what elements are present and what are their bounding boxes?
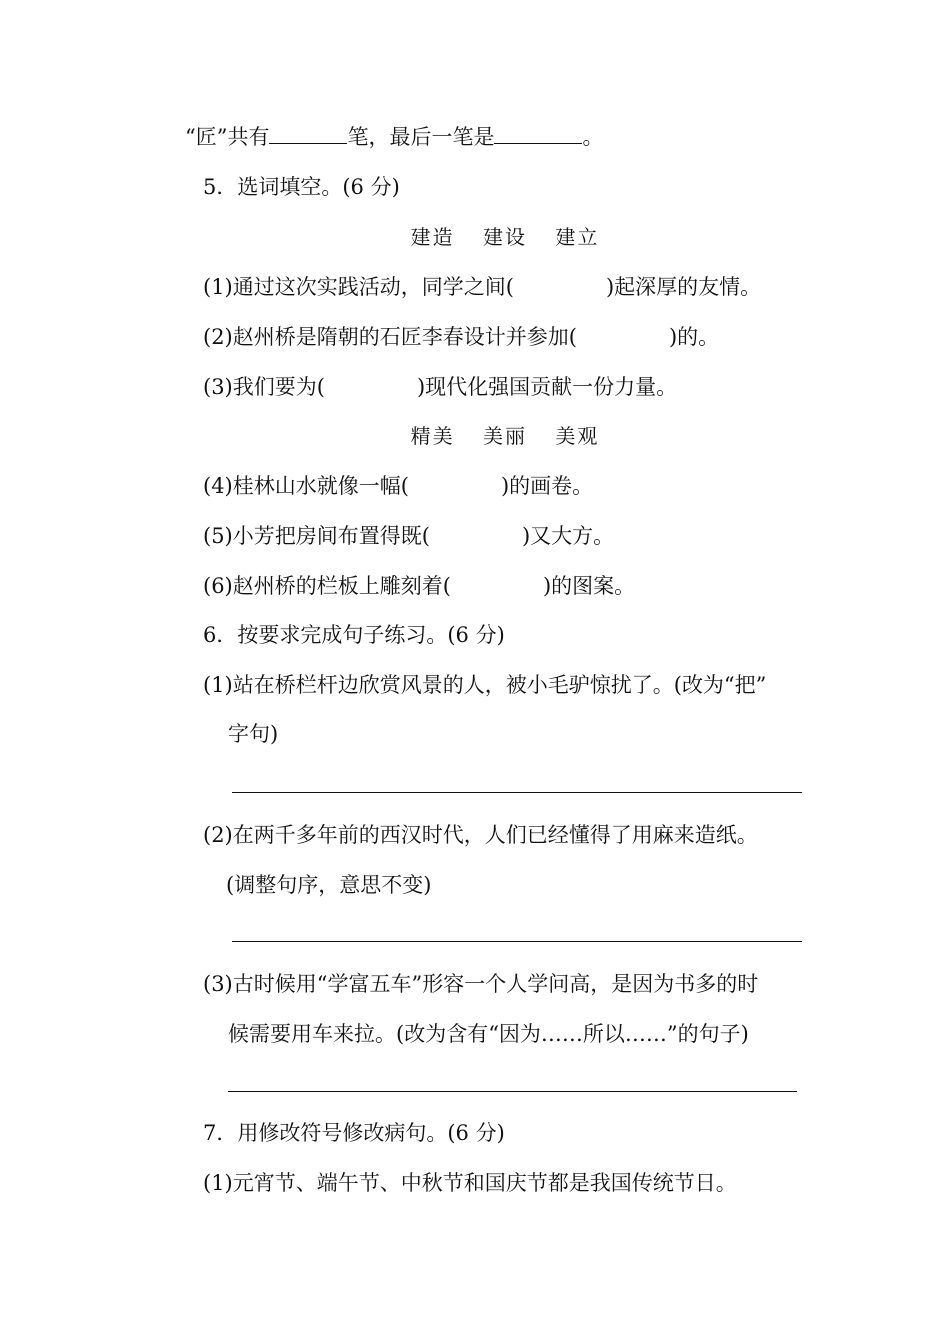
stroke-count-question xyxy=(185,122,603,152)
text-segment: )又大方。 xyxy=(521,524,615,548)
word-option: 美丽 xyxy=(483,424,527,448)
text-segment: 。 xyxy=(582,125,604,149)
word-option: 美观 xyxy=(555,424,600,448)
text-segment: )现代化强国贡献一份力量。 xyxy=(416,375,678,399)
text-segment: 笔，最后一笔是 xyxy=(347,125,495,149)
text-segment: )的画卷。 xyxy=(500,474,594,498)
text-segment: (1)通过这次实践活动，同学之间( xyxy=(203,275,514,299)
q5-item-4 xyxy=(203,471,593,501)
q6-item-1-line-2: 字句) xyxy=(228,722,279,746)
question-7-title: 7．用修改符号修改病句。(6 分) xyxy=(203,1121,505,1145)
text-segment: )的。 xyxy=(668,325,720,349)
text-segment: (5)小芳把房间布置得既( xyxy=(203,524,430,548)
text-segment: (2)赵州桥是隋朝的石匠李春设计并参加( xyxy=(203,325,577,349)
q6-item-1-line-1: (1)站在桥栏杆边欣赏风景的人，被小毛驴惊扰了。(改为“把” xyxy=(203,673,767,697)
q6-item-2-line-2: (调整句序，意思不变) xyxy=(226,873,432,897)
text-segment: (4)桂林山水就像一幅( xyxy=(203,474,409,498)
answer-blank[interactable] xyxy=(494,123,582,144)
q5-item-1 xyxy=(203,272,761,302)
q5-item-2 xyxy=(203,322,719,352)
q5-item-3 xyxy=(203,372,677,402)
q6-item-2-line-1: (2)在两千多年前的西汉时代，人们已经懂得了用麻来造纸。 xyxy=(203,823,758,847)
q6-item-3-line-1: (3)古时候用“学富五车”形容一个人学问高，是因为书多的时 xyxy=(203,972,759,996)
q6-item-3-line-2: 候需要用车来拉。(改为含有“因为……所以……”的句子) xyxy=(228,1022,749,1046)
answer-blank[interactable] xyxy=(269,123,347,144)
word-bank-1 xyxy=(0,222,950,252)
q7-item-1: (1)元宵节、端午节、中秋节和国庆节都是我国传统节日。 xyxy=(203,1171,737,1195)
answer-line[interactable] xyxy=(232,941,802,942)
text-segment: )起深厚的友情。 xyxy=(605,275,762,299)
text-segment: (3)我们要为( xyxy=(203,375,325,399)
word-option: 建立 xyxy=(555,225,600,249)
word-bank-2 xyxy=(0,421,950,451)
question-5-title: 5．选词填空。(6 分) xyxy=(203,175,400,199)
word-option: 建设 xyxy=(483,225,527,249)
text-segment: )的图案。 xyxy=(542,574,636,598)
text-segment: (6)赵州桥的栏板上雕刻着( xyxy=(203,574,451,598)
q5-item-6 xyxy=(203,571,635,601)
word-option: 精美 xyxy=(410,424,455,448)
answer-line[interactable] xyxy=(232,792,802,793)
question-6-title: 6．按要求完成句子练习。(6 分) xyxy=(203,623,505,647)
answer-line[interactable] xyxy=(228,1091,797,1092)
text-segment: “匠”共有 xyxy=(185,125,270,149)
q5-item-5 xyxy=(203,521,614,551)
word-option: 建造 xyxy=(410,225,455,249)
